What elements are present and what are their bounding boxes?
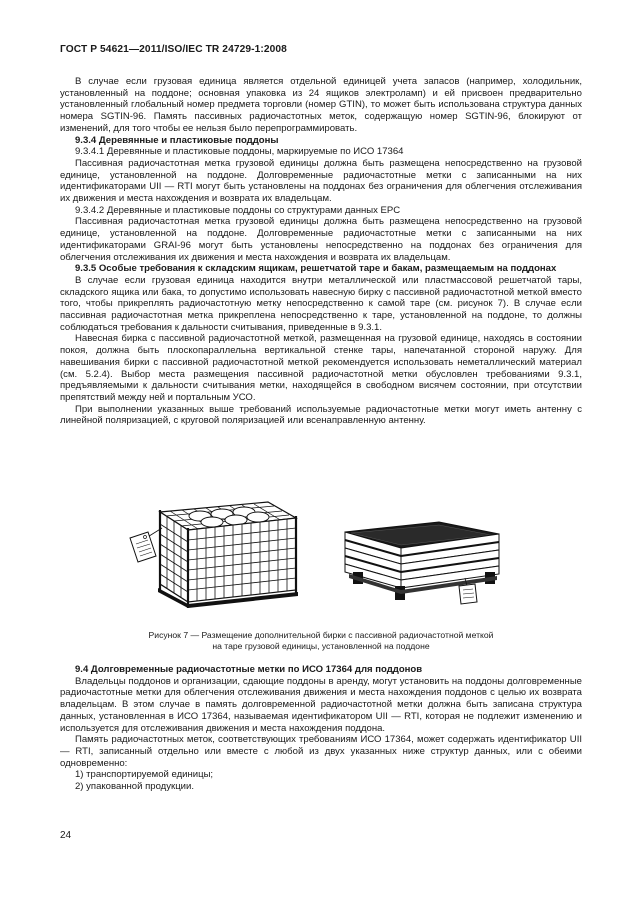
main-text xyxy=(60,76,582,427)
subsection-heading: 9.3.4.2 Деревянные и пластиковые поддоны со структурами данных EPC xyxy=(75,204,401,216)
paragraph: Память радиочастотных меток, соответствующих требованиям ИСО 17364, может содержать идентификатор UII — RTI, записанный отдельно или вместе с любой из двух указанных ниже структур данных, или с обеими одновременно: xyxy=(60,734,582,769)
paragraph: В случае если грузовая единица является отдельной единицей учета запасов (например, холодильник, установленный на поддоне; основная упаковка из 24 ящиков электроламп) и ей присвоен предварительно установленный глобальный номер предмета торговли (номер GTIN), то может быть использована структура данных номера SGTIN-96. Память пассивных радиочастотных меток, содержащую номер SGTIN-96, блокируют от изменений, для того чтобы ее нельзя было перепрограммировать. xyxy=(60,76,582,134)
paragraph: При выполнении указанных выше требований используемые радиочастотные метки могут иметь антенну с линейной поляризацией, с круговой поляризацией или всенаправленную антенну. xyxy=(60,403,582,427)
section-heading: 9.3.4 Деревянные и пластиковые поддоны xyxy=(75,134,279,146)
paragraph: Пассивная радиочастотная метка грузовой единицы должна быть размещена непосредственно на грузовой единице, установленной на поддоне. Долговременные радиочастотные метки с записанными на них идентификаторами GRAI-96 могут быть установлены непосредственно на поддонах без ограничения для облегчения отслеживания их движения и места нахождения и возврата их владельцам. xyxy=(60,216,582,263)
caption-line: Рисунок 7 — Размещение дополнительной бирки с пассивной радиочастотной меткой xyxy=(148,630,494,640)
document-header: ГОСТ Р 54621—2011/ISO/IEC TR 24729-1:2008 xyxy=(60,44,287,55)
caption-line: на таре грузовой единицы, установленной на поддоне xyxy=(212,641,430,651)
list-item: 2) упакованной продукции. xyxy=(75,781,194,793)
list-item: 1) транспортируемой единицы; xyxy=(75,769,214,781)
paragraph: Пассивная радиочастотная метка грузовой единицы должна быть размещена непосредственно на грузовой единице, установленной на поддоне. Долговременные радиочастотные метки с записанными на них идентификаторами UII — RTI могут быть установлены на поддонах без ограничения для облегчения отслеживания их движения и места нахождения и возврата их владельцам. xyxy=(60,157,582,205)
subsection-heading: 9.3.4.1 Деревянные и пластиковые поддоны, маркируемые по ИСО 17364 xyxy=(75,146,404,158)
stacked-bins-illustration xyxy=(335,518,505,610)
paragraph: Владельцы поддонов и организации, сдающие поддоны в аренду, могут установить на поддоны долговременные радиочастотные метки для облегчения отслеживания движения и места нахождения поддонов с целью их возврата владельцам. В этом случае в память долговременной радиочастотной метки должна быть записана структура данных, установленная в ИСО 17364, называемая идентификатором UII — RTI, которая не подлежит изменению и используется для отслеживания движения и места нахождения поддона. xyxy=(60,675,582,734)
section-heading: 9.4 Долговременные радиочастотные метки по ИСО 17364 для поддонов xyxy=(75,664,423,675)
paragraph: Навесная бирка с пассивной радиочастотной меткой, размещенная на грузовой единице, находясь в состоянии покоя, должна быть плоскопараллельна вертикальной стенке тары, напечатанной стороной наружу. Для навешивания бирки с пассивной радиочастотной меткой рекомендуется использовать неметаллический материал (см. 5.2.4). Выбор места размещения пассивной радиочастотной метки обусловлен требованиями 9.3.1, предъявляемыми к дальности считывания метки, находящейся в свободном висячем состоянии, при отсутствии препятствий между ней и портальным УСО. xyxy=(60,333,582,403)
figure-7 xyxy=(60,498,582,610)
section-heading: 9.3.5 Особые требования к складским ящикам, решетчатой таре и бакам, размещаемым на поддонах xyxy=(75,263,557,275)
paragraph: В случае если грузовая единица находится внутри металлической или пластмассовой решетчатой тары, складского ящика или бака, то допустимо использовать навесную бирку с пассивной радиочастотной меткой вместо того, чтобы прикреплять радиочастотную метку непосредственно к самой таре (см. рисунок 7). В случае если пассивная радиочастотная метка прикреплена непосредственно к таре, установленной на поддоне, то должны соблюдаться требования к дальности считывания, приведенные в 9.3.1. xyxy=(60,274,582,333)
page-number: 24 xyxy=(60,830,72,841)
wire-crate-illustration xyxy=(118,498,303,610)
figure-caption xyxy=(60,630,582,652)
section-9-4-text xyxy=(60,664,582,793)
